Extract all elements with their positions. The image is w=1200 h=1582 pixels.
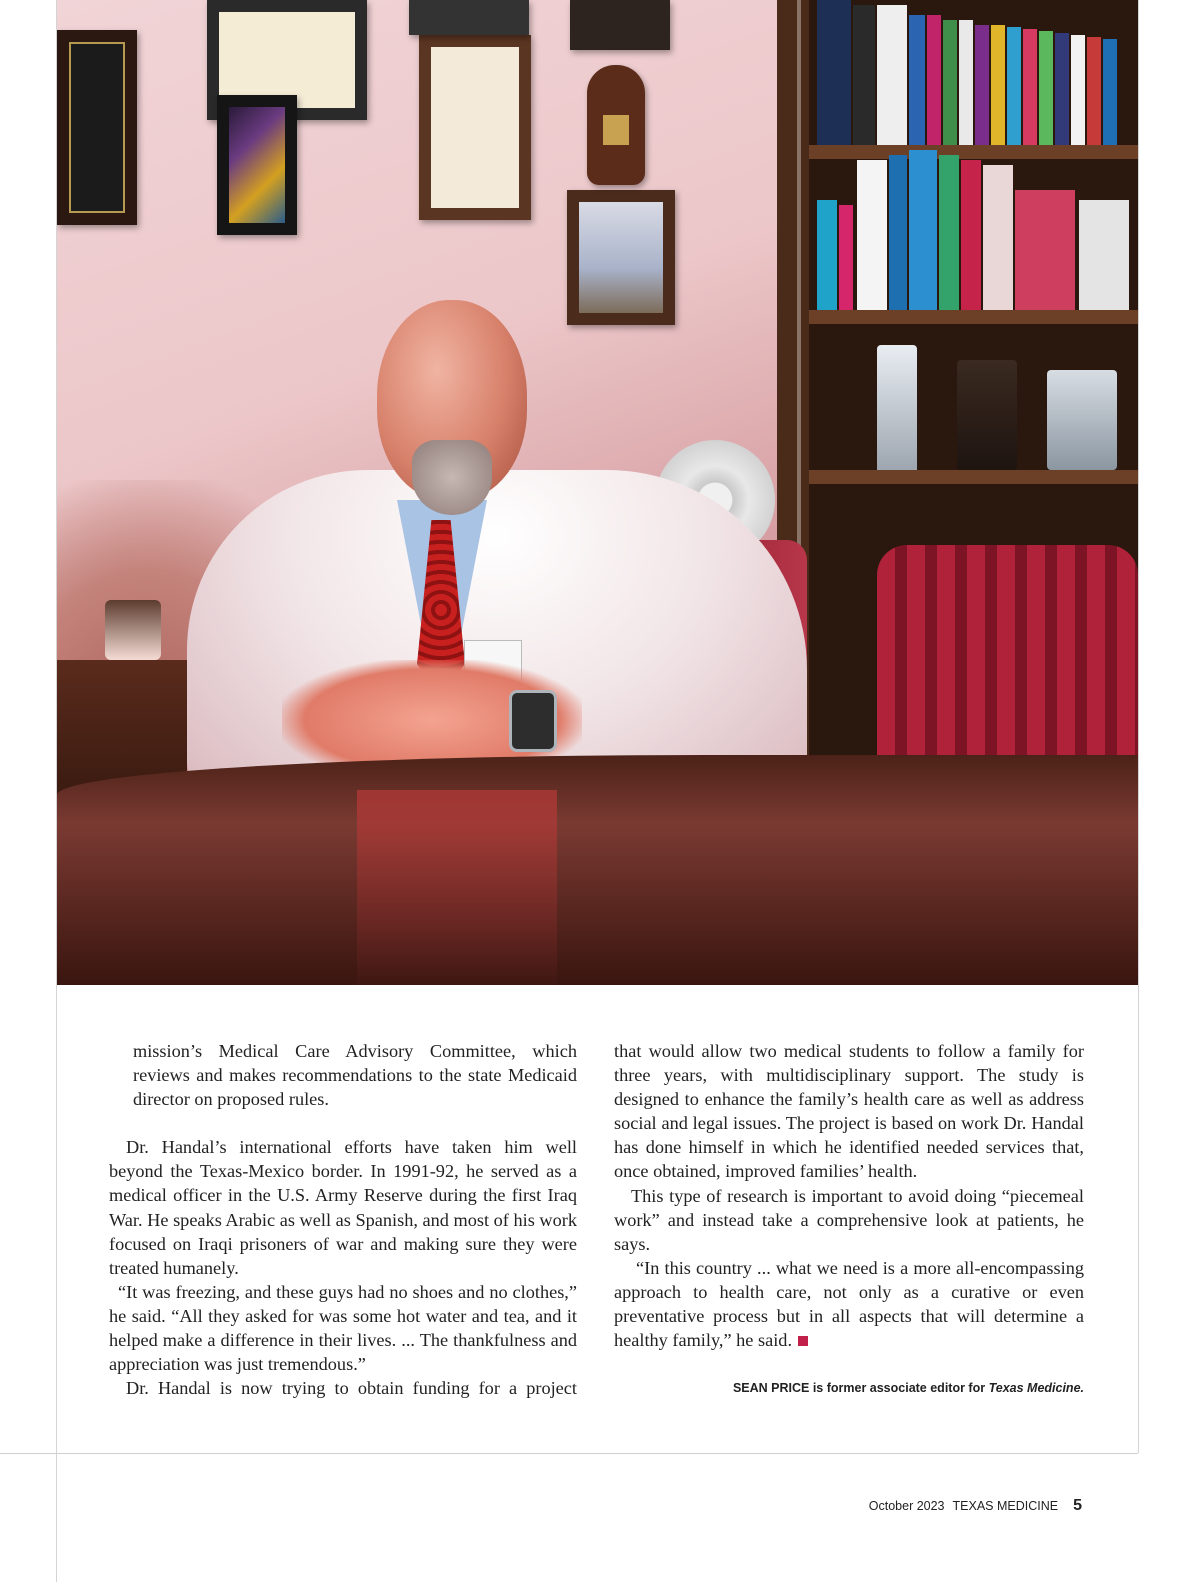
desk-reflection <box>357 790 557 985</box>
paragraph: This type of research is important to avoid doing “piecemeal work” and instead take a comprehensive look at patients, he says. <box>614 1185 1084 1254</box>
paragraph: “It was freezing, and these guys had no shoes and no clothes,” he said. “All they asked for was some hot water and tea, and it helped make a difference in their lives. ... The thankfulness and appreciation was just tremendous.” <box>109 1281 577 1375</box>
candle-jar <box>105 600 161 660</box>
book-row-top <box>817 0 1132 145</box>
achievement-frame <box>567 190 675 325</box>
paragraph-text: “In this country ... what we need is a more all-encompassing approach to health care, not only as a curative or even preventative process but in all aspects that will determine a healthy family,” he said. <box>614 1257 1084 1351</box>
plaque <box>957 360 1017 470</box>
paragraph: that would allow two medical students to follow a family for three years, with multidisciplinary support. The study is designed to enhance the family’s health care as well as address social and legal issues. The project is based on work Dr. Handal has done himself in which he identified needed services that, once obtained, improved families’ health. <box>614 1041 1084 1182</box>
publication-name: TEXAS MEDICINE <box>952 1499 1059 1513</box>
book-row-middle <box>817 150 1132 310</box>
paragraph: Dr. Handal is now trying to obtain funding for a project <box>126 1378 577 1399</box>
end-mark-icon <box>798 1336 808 1346</box>
shelf-board <box>809 310 1138 324</box>
shelf-board <box>809 470 1138 484</box>
plaque-frame <box>57 30 137 225</box>
paragraph-final <box>614 1256 1084 1352</box>
page-number: 5 <box>1073 1497 1082 1514</box>
beard <box>412 440 492 515</box>
page-right-rule <box>1138 0 1139 1453</box>
page-footer <box>869 1497 1082 1515</box>
byline-publication: Texas Medicine. <box>988 1381 1084 1395</box>
portrait-photo <box>57 0 1138 985</box>
issue-date: October 2023 <box>868 1499 945 1513</box>
trophy <box>877 345 917 475</box>
wrist-watch <box>509 690 557 752</box>
reflective-desk <box>57 755 1138 985</box>
shield-plaque <box>587 65 645 185</box>
frame-top-right <box>570 0 670 50</box>
byline-text: SEAN PRICE is former associate editor for <box>732 1381 986 1395</box>
diploma-frame <box>419 35 531 220</box>
frame-top <box>409 0 529 35</box>
paragraph: Dr. Handal’s international efforts have taken him well beyond the Texas-Mexico border. In 1991-92, he served as a medical officer in the U.S. Army Reserve during the first Iraq War. He speaks Arabic as well as Spanish, and most of his work focused on Iraqi prisoners of war and making sure they were treated humanely. <box>109 1137 577 1278</box>
chair-right <box>877 545 1138 775</box>
article-left-column <box>109 1039 577 1400</box>
glass-award <box>1047 370 1117 470</box>
page-bottom-rule <box>0 1453 1138 1454</box>
paragraph: mission’s Medical Care Advisory Committee, which reviews and makes recommendations to the state Medicaid director on proposed rules. <box>133 1041 577 1110</box>
article-right-column <box>614 1039 1084 1352</box>
award-frame <box>217 95 297 235</box>
author-byline <box>733 1381 1084 1395</box>
